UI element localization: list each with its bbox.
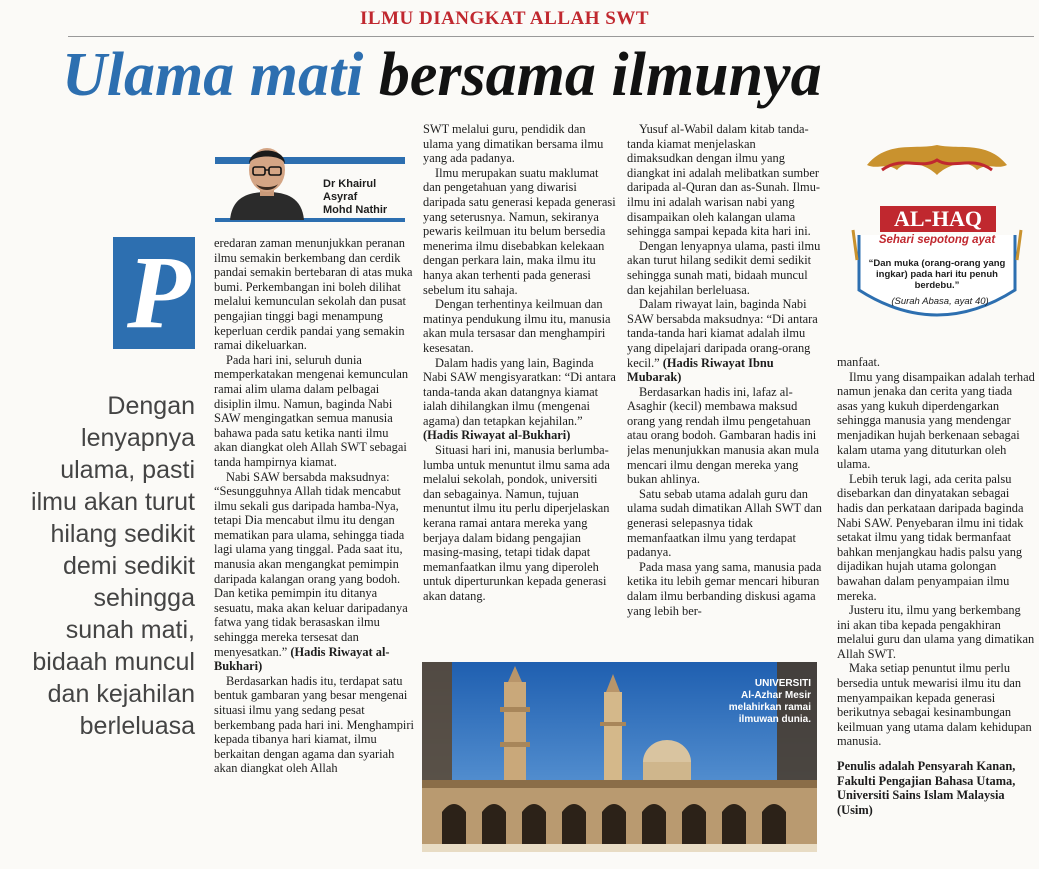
al-haq-title: AL-HAQ xyxy=(880,206,996,232)
photo-caption-title: UNIVERSITI xyxy=(754,678,811,689)
paragraph: Ilmu merupakan suatu maklumat dan pengetahuan yang diwarisi daripada satu generasi kepada generasi yang seterusnya. Namun, sekiranya pewaris keilmuan itu belum bersedia menerima ilmu disebabkan kelekaan dengan perkara lain, maka ilmu itu hanya akan terhenti pada generasi sebelum itu sahaja. xyxy=(423,165,616,297)
paragraph: Dengan terhentinya keilmuan dan matinya pendukung ilmu itu, manusia akan mula tersasar dan menghampiri kesesatan. xyxy=(423,297,611,355)
paragraph: Situasi hari ini, manusia berlumba-lumba untuk menuntut ilmu sama ada melalui sekolah, pondok, universiti dan sebagainya. Namun, tujuan menuntut ilmu itu perlu diperjelaskan kerana ramai antara mereka yang berjaya dalam bidang pengajian masing-masing, tetapi tidak dapat memanfaatkan ilmu yang diperoleh untuk diperturunkan kepada generasi akan datang. xyxy=(423,443,610,603)
paragraph: Justeru itu, ilmu yang berkembang ini akan tiba kepada pengakhiran melalui guru dan ulama yang dimatikan Allah SWT. xyxy=(837,603,1035,661)
hadith-text: Dalam hadis yang lain, Baginda Nabi SAW mengisyaratkan: “Di antara tanda-tanda akan datangnya kiamat ialah dihilangkan ilmu (mengenai agama) dan tetapkan kejahilan.” xyxy=(423,355,616,428)
author-photo xyxy=(222,140,312,220)
al-haq-subtitle: Sehari sepotong ayat xyxy=(878,234,996,246)
author-line2: Mohd Nathir xyxy=(323,204,388,216)
hadith-reference: (Hadis Riwayat al-Bukhari) xyxy=(214,644,390,674)
drop-cap-letter: P xyxy=(127,235,191,350)
paragraph xyxy=(214,470,414,674)
paragraph: Berdasarkan hadis itu, terdapat satu bentuk gambaran yang besar mengenai situasi ilmu yang sedang pesat berkembang pada hari ini. Menghampiri kepada tibanya hari kiamat, ilmu berkaitan dengan agama dan syariah akan diangkat oleh Allah xyxy=(214,673,414,776)
paragraph: SWT melalui guru, pendidik dan ulama yang dimatikan bersama ilmu yang ada padanya. xyxy=(423,122,604,166)
paragraph: Satu sebab utama adalah guru dan ulama sudah dimatikan Allah SWT dan generasi selepasnya tidak memanfaatkan ilmu yang terdapat padanya. xyxy=(627,486,822,560)
paragraph: Pada hari ini, seluruh dunia memperkatakan mengenai kemunculan ramai alim ulama dalam pelbagai disiplin ilmu. Namun, baginda Nabi SAW mengingatkan semua manusia bahawa pada satu ketika nanti ilmu akan diangkat oleh Allah SWT sebagai tanda hampirnya kiamat. xyxy=(214,352,409,469)
article-column-2 xyxy=(423,122,616,652)
paragraph xyxy=(423,356,616,444)
paragraph xyxy=(627,297,823,385)
author-name xyxy=(323,178,413,217)
paragraph: Pada masa yang sama, manusia pada ketika itu lebih gemar mencari hiburan dalam ilmu berbanding diskusi agama yang lebih ber- xyxy=(627,559,822,618)
author-line1: Dr Khairul Asyraf xyxy=(323,178,377,203)
al-haq-source: (Surah Abasa, ayat 40) xyxy=(891,296,989,307)
paragraph: manfaat. xyxy=(837,355,880,369)
paragraph: Ilmu yang disampaikan adalah terhad namun jenaka dan cerita yang tiada asas yang kukuh diperdengarkan sehingga manusia yang mendengar menjadikan hujah berkenaan sebagai kalam utama yang dituturkan oleh ulama. xyxy=(837,369,1035,472)
author-footer: Penulis adalah Pensyarah Kanan, Fakulti Pengajian Bahasa Utama, Universiti Sains Islam Malaysia (Usim) xyxy=(837,759,1016,817)
photo-caption-text: Al-Azhar Mesir melahirkan ramai ilmuwan dunia. xyxy=(728,690,811,725)
hadith-text: Nabi SAW bersabda maksudnya: “Sesungguhnya Allah tidak mencabut ilmu sekali gus daripada hamba-Nya, tetapi Dia mencabut ilmu itu dengan mematikan para ulama, sehingga tiada lagi ulama yang tinggal. Pada saat itu, manusia akan mengangkat pemimpin daripada kalangan orang yang bodoh. Dan ketika pemimpin itu ditanya sesuatu, maka akan keluar daripadanya fatwa yang tidak berasaskan ilmu sehingga mereka tersesat dan menyesatkan.” xyxy=(214,469,408,659)
paragraph: Yusuf al-Wabil dalam kitab tanda-tanda kiamat menjelaskan dimaksudkan dengan ilmu yang diangkat ini adalah melibatkan sumber daripada al-Quran dan as-Sunah. Ilmu-ilmu ini adalah warisan nabi yang disampaikan oleh kalangan ulama sehingga sampai kepada kita hari ini. xyxy=(627,122,821,239)
paragraph: eredaran zaman menunjukkan peranan ilmu semakin berkembang dan cerdik pandai semakin bertebaran di atas muka bumi. Perkembangan ini boleh dilihat melalui kemunculan sekolah dan pusat pengajian tinggi bagi menampung keperluan cerdik pandai yang semakin ramai dikeluarkan. xyxy=(214,236,413,353)
paragraph: Dengan lenyapnya ulama, pasti ilmu akan turut hilang sedikit demi sedikit sehingga sunah mati, bidaah muncul dan kejahilan berleluasa. xyxy=(627,238,821,297)
top-rule xyxy=(68,36,1034,37)
headline-part1: Ulama mati xyxy=(62,41,364,109)
article-column-3 xyxy=(627,122,823,652)
article-column-1 xyxy=(214,236,414,851)
hadith-text: Dalam riwayat lain, baginda Nabi SAW bersabda maksudnya: “Di antara tanda-tanda hari kiamat adalah ilmu yang dipelajari daripada orang-orang kecil.” xyxy=(627,297,818,370)
hadith-reference: (Hadis Riwayat Ibnu Mubarak) xyxy=(627,355,774,385)
paragraph: Berdasarkan hadis ini, lafaz al-Asaghir (kecil) membawa maksud orang yang rendah ilmu pengetahuan atau orang bodoh. Gambaran hadis ini jelas menunjukkan manusia akan mula mencari ilmu dengan mereka yang bukan ahlinya. xyxy=(627,384,820,487)
article-headline xyxy=(62,40,822,110)
paragraph: Maka setiap penuntut ilmu perlu bersedia untuk mewarisi ilmu itu dan menyampaikan kepada generasi berikutnya sebagai kesinambungan keilmuan yang utama dalam kehidupan manusia. xyxy=(837,661,1032,749)
hadith-reference: (Hadis Riwayat al-Bukhari) xyxy=(423,428,571,443)
al-haq-quote: “Dan muka (orang-orang yang ingkar) pada hari itu penuh berdebu.” xyxy=(868,258,1006,291)
headline-part2: bersama ilmunya xyxy=(378,41,822,109)
photo-caption xyxy=(705,678,811,726)
section-kicker: ILMU DIANGKAT ALLAH SWT xyxy=(360,8,649,29)
paragraph: Lebih teruk lagi, ada cerita palsu disebarkan dan dinyatakan sebagai hadis dan perkataan daripada baginda Nabi SAW. Penyebaran ilmu ini tidak setakat ilmu yang tidak bermanfaat bahkan menjangkau hadis palsu yang dijadikan hujah utama golongan bawahan dalam penyampaian ilmu mereka. xyxy=(837,471,1024,603)
drop-cap xyxy=(113,237,195,349)
article-column-4 xyxy=(837,355,1035,855)
pull-quote: Dengan lenyapnya ulama, pasti ilmu akan turut hilang sedikit demi sedikit sehingga sunah mati, bidaah muncul dan kejahilan berleluasa xyxy=(31,392,195,740)
